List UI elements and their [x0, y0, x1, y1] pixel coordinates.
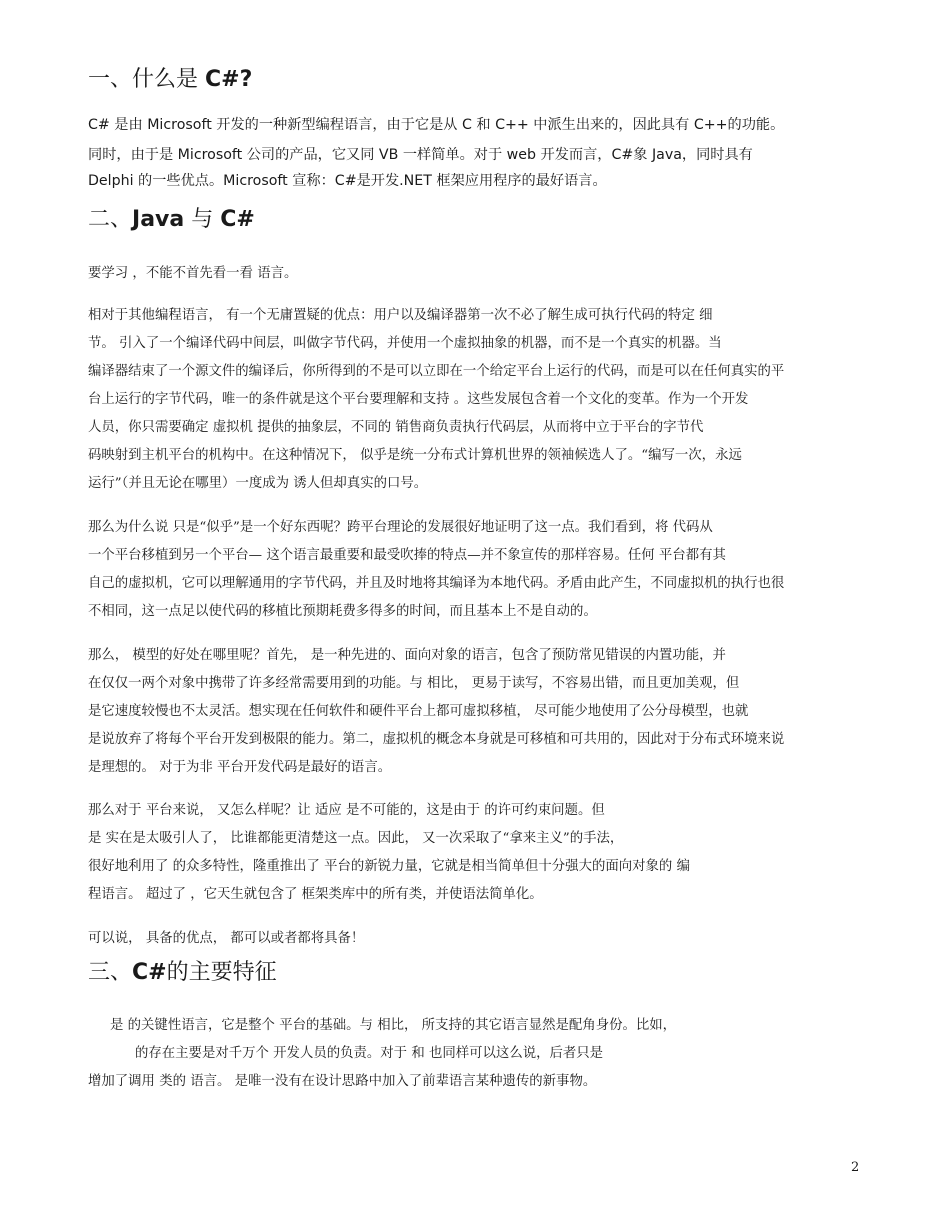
paragraph-line: 程语言。 超过了 ，它天生就包含了 框架类库中的所有类，并使语法简单化。 [88, 887, 543, 902]
section2-paragraph-6: 可以说， 具备的优点， 都可以或者都将具备！ [88, 931, 365, 946]
paragraph-line: 节。 引入了一个编译代码中间层，叫做字节代码，并使用一个虚拟抽象的机器，而不是一个真实的机器。当 [88, 336, 722, 351]
paragraph-line: 自己的虚拟机，它可以理解通用的字节代码，并且及时地将其编译为本地代码。矛盾由此产生，不同虚拟机的执行也很 [88, 576, 785, 591]
paragraph-line: 是理想的。 对于为非 平台开发代码是最好的语言。 [88, 760, 392, 775]
paragraph-line: 台上运行的字节代码，唯一的条件就是这个平台要理解和支持 。这些发展包含着一个文化的变革。作为一个开发 [88, 392, 749, 407]
intro-line: 同时，由于是 Microsoft 公司的产品，它又同 VB 一样简单。对于 web 开发而言，C#象 Java，同时具有 [88, 147, 753, 163]
page-number: 2 [851, 1160, 860, 1175]
paragraph-line: 编译器结束了一个源文件的编译后，你所得到的不是可以立即在一个给定平台上运行的代码，而是可以在任何真实的平 [88, 364, 785, 379]
heading-java-and-csharp: 二、Java 与 C# [88, 207, 255, 232]
paragraph-line: 运行”（并且无论在哪里）一度成为 诱人但却真实的口号。 [88, 476, 428, 491]
paragraph-line: 是 实在是太吸引人了， 比谁都能更清楚这一点。因此， 又一次采取了“拿来主义”的手法， [88, 831, 624, 846]
paragraph-line: 的存在主要是对千万个 开发人员的负责。对于 和 也同样可以这么说，后者只是 [135, 1046, 604, 1061]
paragraph-line: 一个平台移植到另一个平台— 这个语言最重要和最受吹捧的特点—并不象宣传的那样容易。任何 平台都有其 [88, 548, 726, 563]
intro-line: C# 是由 Microsoft 开发的一种新型编程语言，由于它是从 C 和 C++ 中派生出来的，因此具有 C++的功能。 [88, 117, 785, 133]
paragraph-line: 很好地利用了 的众多特性，隆重推出了 平台的新锐力量，它就是相当简单但十分强大的面向对象的 编 [88, 859, 690, 874]
paragraph-line: 是 的关键性语言，它是整个 平台的基础。与 相比， 所支持的其它语言显然是配角身份。比如， [110, 1018, 677, 1033]
paragraph-line: 人员，你只需要确定 虚拟机 提供的抽象层，不同的 销售商负责执行代码层，从而将中立于平台的字节代 [88, 420, 704, 435]
paragraph-line: 不相同，这一点足以使代码的移植比预期耗费多得多的时间，而且基本上不是自动的。 [88, 604, 597, 619]
paragraph-line: 相对于其他编程语言， 有一个无庸置疑的优点：用户以及编译器第一次不必了解生成可执行代码的特定 细 [88, 308, 713, 323]
paragraph-line: 那么， 模型的好处在哪里呢？首先， 是一种先进的、面向对象的语言，包含了预防常见错误的内置功能，并 [88, 648, 726, 663]
paragraph-line: 是它速度较慢也不太灵活。想实现在任何软件和硬件平台上都可虚拟移植， 尽可能少地使用了公分母模型，也就 [88, 704, 749, 719]
paragraph-line: 那么为什么说 只是“似乎”是一个好东西呢？跨平台理论的发展很好地证明了这一点。我们看到，将 代码从 [88, 520, 713, 535]
heading-csharp-features: 三、C#的主要特征 [88, 960, 277, 985]
section2-paragraph-1: 要学习 ，不能不首先看一看 语言。 [88, 266, 298, 281]
paragraph-line: 那么对于 平台来说， 又怎么样呢？让 适应 是不可能的，这是由于 的许可约束问题。但 [88, 803, 605, 818]
intro-line: Delphi 的一些优点。Microsoft 宣称：C#是开发.NET 框架应用程序的最好语言。 [88, 173, 607, 189]
paragraph-line: 是说放弃了将每个平台开发到极限的能力。第二，虚拟机的概念本身就是可移植和可共用的，因此对于分布式环境来说 [88, 732, 785, 747]
paragraph-line: 码映射到主机平台的机构中。在这种情况下， 似乎是统一分布式计算机世界的领袖候选人了。“编写一次，永远 [88, 448, 742, 463]
heading-what-is-csharp: 一、什么是 C#? [88, 67, 253, 92]
paragraph-line: 增加了调用 类的 语言。 是唯一没有在设计思路中加入了前辈语言某种遗传的新事物。 [88, 1074, 597, 1089]
paragraph-line: 在仅仅一两个对象中携带了许多经常需要用到的功能。与 相比， 更易于读写，不容易出错，而且更加美观，但 [88, 676, 740, 691]
